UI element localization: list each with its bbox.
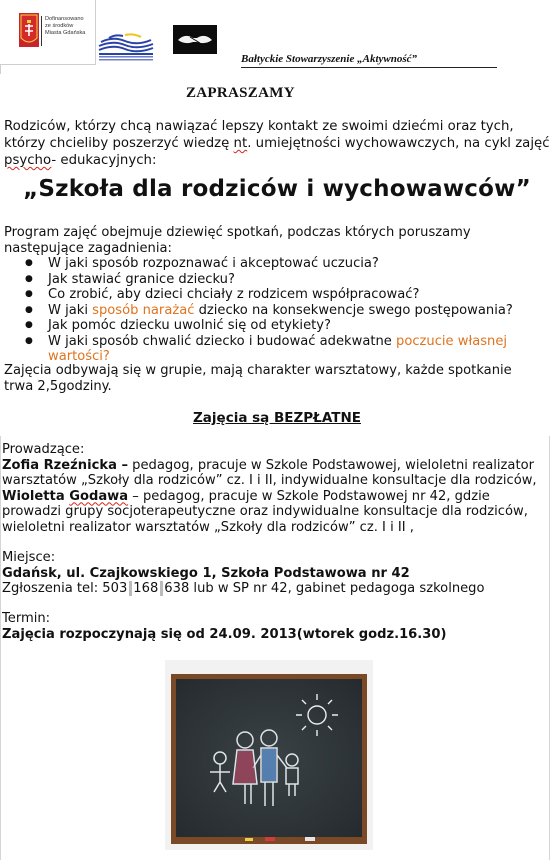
- list-item: ● Jak pomóc dziecku uwolnić się od etykiety?: [25, 318, 545, 334]
- logo1-line: Miasta Gdańska: [45, 30, 86, 36]
- topic-highlight: wartości?: [48, 349, 110, 364]
- place-section: [2, 550, 552, 597]
- leader-surname: Godawa: [69, 488, 129, 504]
- leader-line: [2, 458, 552, 474]
- topic-highlight: poczucie własnej: [396, 333, 508, 349]
- topic-text: W jaki: [48, 302, 93, 318]
- logo1-caption: [45, 16, 85, 37]
- intro-paragraph: [4, 118, 552, 169]
- phone-part: 168: [129, 581, 158, 596]
- list-item: ● W jaki sposób rozpoznawać i akceptować uczucia?: [25, 256, 545, 272]
- program-paragraph: [4, 225, 550, 256]
- list-item: ● Jak stawiać granice dziecku?: [25, 272, 545, 288]
- leader-desc: – pedagog, pracuje w Szkole Podstawowej nr 42, gdzie: [128, 488, 490, 504]
- leader-line: warsztatów „Szkoły dla rodziców” cz. I i II, indywidualne konsultacje dla rodziców,: [2, 473, 537, 488]
- start-text: . 2013(wtorek godz.16.30): [250, 626, 447, 642]
- topics-list: [25, 256, 545, 365]
- family-drawing-icon: [165, 660, 373, 850]
- intro-text: - edukacyjnych:: [51, 153, 157, 168]
- leader-line: [2, 489, 552, 505]
- blackboard-image: [165, 660, 373, 850]
- intro-line: Rodziców, którzy chcą nawiązać lepszy kontakt ze swoimi dziećmi oraz tych,: [4, 119, 514, 134]
- format-paragraph: [4, 363, 550, 395]
- topic-text: W jaki sposób chwalić dziecko i budować adekwatne: [48, 333, 397, 349]
- topic-highlight: sposób narażać: [92, 302, 195, 318]
- association-logo: [173, 25, 217, 54]
- list-item: [25, 303, 545, 319]
- leaders-section: [2, 442, 552, 535]
- organization-underline: [241, 67, 497, 68]
- handshake-icon: [173, 25, 217, 54]
- baltic-logo: [95, 28, 157, 64]
- invite-heading: ZAPRASZAMY: [186, 85, 295, 101]
- section-heading: Termin:: [2, 611, 51, 626]
- list-item: ● Co zrobić, aby dzieci chciały z rodzicem współpracować?: [25, 287, 545, 303]
- free-notice: Zajęcia są BEZPŁATNE: [193, 410, 361, 426]
- leader-desc: pedagog, pracuje w Szkole Podstawowej, wieloletni realizator: [128, 457, 534, 473]
- address: Gdańsk, ul. Czajkowskiego 1, Szkoła Podstawowa nr 42: [2, 565, 410, 581]
- intro-word: psycho: [4, 153, 52, 168]
- leader-line: prowadzi grupy socjoterapeutyczne oraz indywidualne konsultacje dla rodziców,: [2, 504, 528, 519]
- start-date: [2, 627, 552, 643]
- leader-line: wieloletni realizator warsztatów „Szkoły dla rodziców” cz. I i II ,: [2, 519, 414, 535]
- topic-text: dziecko na konsekwencje swego postępowania?: [194, 302, 513, 318]
- intro-text: . umiejętności wychowawczych, na cykl zajęć: [247, 136, 550, 151]
- format-line: trwa 2,5godziny.: [4, 379, 112, 394]
- logo1-line: ze środków: [45, 23, 74, 29]
- intro-line: [4, 152, 552, 169]
- logo1-line: Dofinansowano: [45, 16, 84, 22]
- leader-name: Zofia Rzeźnicka –: [2, 457, 129, 473]
- signup-text: 638 lub w SP nr 42, gabinet pedagoga szkolnego: [160, 581, 484, 596]
- intro-line: [4, 135, 552, 152]
- frame-border: [0, 64, 1, 74]
- intro-text: którzy chcieliby poszerzyć wiedzę: [4, 136, 234, 151]
- list-item: [25, 334, 545, 365]
- term-section: [2, 611, 552, 642]
- section-heading: Miejsce:: [2, 550, 56, 565]
- leader-name: Wioletta: [2, 488, 70, 504]
- program-line: następujące zagadnienia:: [4, 240, 172, 256]
- frame-border: [0, 436, 1, 860]
- gdansk-logo: [17, 12, 89, 50]
- section-heading: Prowadzące:: [2, 442, 85, 457]
- signup-info: [2, 581, 552, 597]
- course-title: „Szkoła dla rodziców i wychowawców”: [23, 176, 531, 202]
- waves-icon: [95, 28, 157, 64]
- start-text: Zajęcia rozpoczynają się od 24.09: [2, 626, 251, 642]
- program-line: Program zajęć obejmuje dziewięć spotkań, podczas których poruszamy: [4, 225, 471, 240]
- intro-abbrev: nt: [233, 136, 248, 151]
- format-line: Zajęcia odbywają się w grupie, mają charakter warsztatowy, każde spotkanie: [4, 363, 512, 378]
- signup-text: Zgłoszenia tel: 503: [2, 581, 128, 596]
- organization-name: Bałtyckie Stowarzyszenie „Aktywność”: [241, 53, 417, 65]
